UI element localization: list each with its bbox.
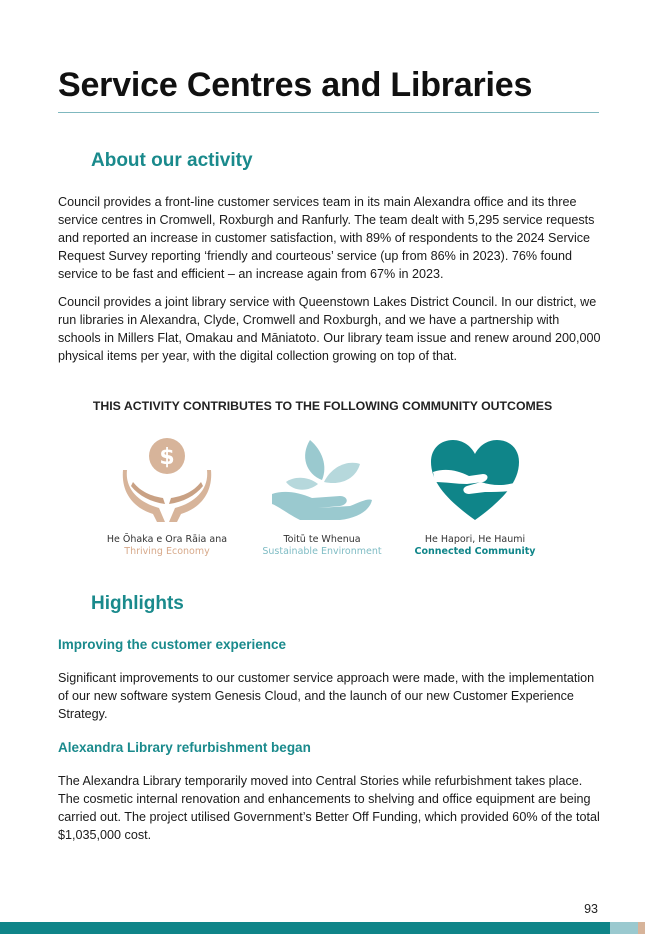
about-paragraph-2: Council provides a joint library service with Queenstown Lakes District Council. In our district, we run libraries in Alexandra, Clyde, Cromwell and Roxburgh, and we have a partnership with schools in Millers Flat, Omakau and Māniatoto. Our library team issue and renew around 200,000 physical items per year, with the digital collection growing on top of that. (58, 295, 601, 363)
page-title: Service Centres and Libraries (58, 66, 533, 104)
svg-text:$: $ (159, 445, 175, 470)
outcome-thriving-economy (92, 436, 242, 558)
footer-bar (0, 922, 610, 934)
highlight-title: Improving the customer experience (58, 637, 287, 652)
outcome-maori-name: He Hapori, He Haumi (424, 534, 526, 545)
highlight-body: Significant improvements to our customer service approach were made, with the implementation of our new software system Genesis Cloud, and the launch of our new Customer Experience Strategy. (58, 671, 595, 721)
about-paragraph-1: Council provides a front-line customer services team in its main Alexandra office and its three service centres in Cromwell, Roxburgh and Ranfurly. The team dealt with 5,295 service requests and reported an increase in customer satisfaction, with 89% of respondents to the 2024 Service Request Survey reporting ‘friendly and courteous’ service (up from 86% in 2023). 76% found service to be fast and efficient – an increase again from 67% in 2023. (58, 195, 595, 281)
footer-bar-segment (610, 922, 638, 934)
highlights-heading: Highlights (91, 593, 184, 614)
outcome-english-name: Thriving Economy (124, 546, 210, 557)
highlight-body: The Alexandra Library temporarily moved into Central Stories while refurbishment takes place. The cosmetic internal renovation and enhancements to shelving and office equipment are being carried out. The project utilised Government’s Better Off Funding, which provided 60% of the total $1,035,000 cost. (58, 774, 600, 842)
outcome-connected-community (400, 436, 550, 558)
hands-dollar-icon (119, 436, 215, 526)
title-divider (58, 112, 599, 113)
highlight-title: Alexandra Library refurbishment began (58, 740, 311, 755)
page-number: 93 (584, 902, 598, 916)
outcome-english-name: Connected Community (414, 546, 536, 557)
outcomes-heading: THIS ACTIVITY CONTRIBUTES TO THE FOLLOWING COMMUNITY OUTCOMES (92, 399, 553, 413)
heart-hands-icon (427, 436, 523, 526)
hand-leaf-icon (270, 436, 374, 526)
about-heading: About our activity (91, 150, 253, 171)
outcome-maori-name: Toitū te Whenua (283, 534, 361, 545)
footer-bar-segment (638, 922, 645, 934)
outcome-sustainable-environment (247, 436, 397, 558)
outcome-english-name: Sustainable Environment (262, 546, 382, 557)
outcome-maori-name: He Ōhaka e Ora Rāia ana (106, 534, 228, 545)
